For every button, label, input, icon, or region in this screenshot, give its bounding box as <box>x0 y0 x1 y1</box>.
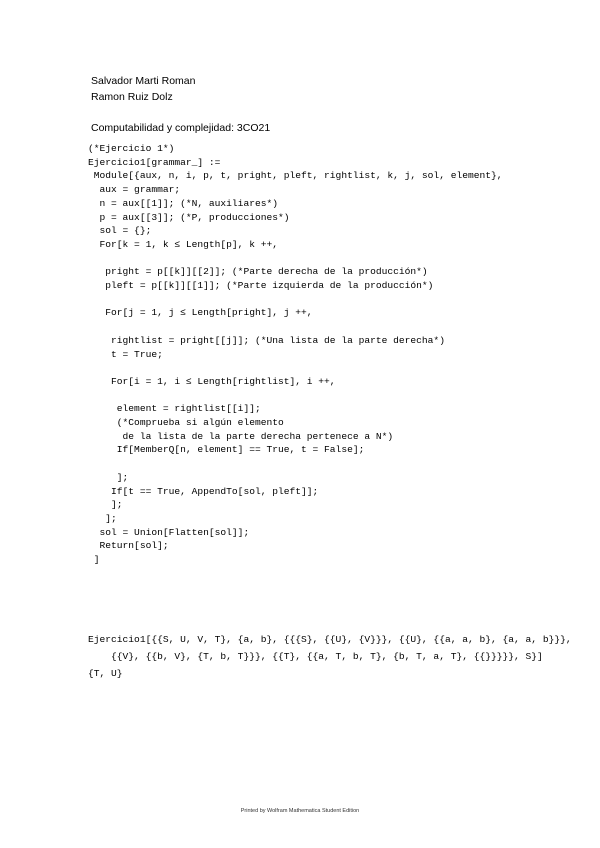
code-line: For[i = 1, i ≤ Length[rightlist], i ++, <box>88 375 336 387</box>
code-line: ]; <box>88 499 123 511</box>
code-line: Module[{aux, n, i, p, t, pright, pleft, rightlist, k, j, sol, element}, <box>88 170 503 182</box>
code-line: ]; <box>88 471 129 483</box>
code-line: p = aux[[3]]; (*P, producciones*) <box>88 211 290 223</box>
author-name-2: Ramon Ruiz Dolz <box>91 91 173 103</box>
code-line: rightlist = pright[[j]]; (*Una lista de la parte derecha*) <box>88 334 445 346</box>
call-line: {{V}, {{b, V}, {T, b, T}}}, {{T}, {{a, T, b, T}, {b, T, a, T}, {{}}}}}, S}] <box>88 651 543 662</box>
code-line: Ejercicio1[grammar_] := <box>88 156 221 168</box>
code-line: Return[sol]; <box>88 540 169 552</box>
code-line: If[MemberQ[n, element] == True, t = False]; <box>88 444 365 456</box>
code-line: ] <box>88 554 100 565</box>
code-line: sol = Union[Flatten[sol]]; <box>88 526 250 538</box>
code-line: For[k = 1, k ≤ Length[p], k ++, <box>88 238 278 250</box>
footer-note: Printed by Wolfram Mathematica Student Edition <box>240 808 360 814</box>
code-line: aux = grammar; <box>88 184 181 196</box>
code-line: element = rightlist[[i]]; <box>88 403 261 415</box>
code-line: de la lista de la parte derecha pertenece a N*) <box>88 430 394 442</box>
code-line: (*Ejercicio 1*) <box>88 143 175 154</box>
code-line: pleft = p[[k]][[1]]; (*Parte izquierda de la producción*) <box>88 280 434 291</box>
code-line: (*Comprueba si algún elemento <box>88 417 284 428</box>
code-line: n = aux[[1]]; (*N, auxiliares*) <box>88 197 278 209</box>
code-line: t = True; <box>88 348 163 360</box>
course-title: Computabilidad y complejidad: 3CO21 <box>91 122 271 134</box>
code-line: If[t == True, AppendTo[sol, pleft]]; <box>88 485 319 497</box>
output-result: {T, U} <box>88 668 123 679</box>
code-line: pright = p[[k]][[2]]; (*Parte derecha de la producción*) <box>88 266 428 278</box>
author-name-1: Salvador Marti Roman <box>91 75 196 87</box>
code-line: For[j = 1, j ≤ Length[pright], j ++, <box>88 307 313 319</box>
code-line: sol = {}; <box>88 225 152 237</box>
call-line: Ejercicio1[{{S, U, V, T}, {a, b}, {{{S}, {{U}, {V}}}, {{U}, {{a, a, b}, {a, a, b}}}, <box>88 634 572 645</box>
code-line: ]; <box>88 512 117 524</box>
